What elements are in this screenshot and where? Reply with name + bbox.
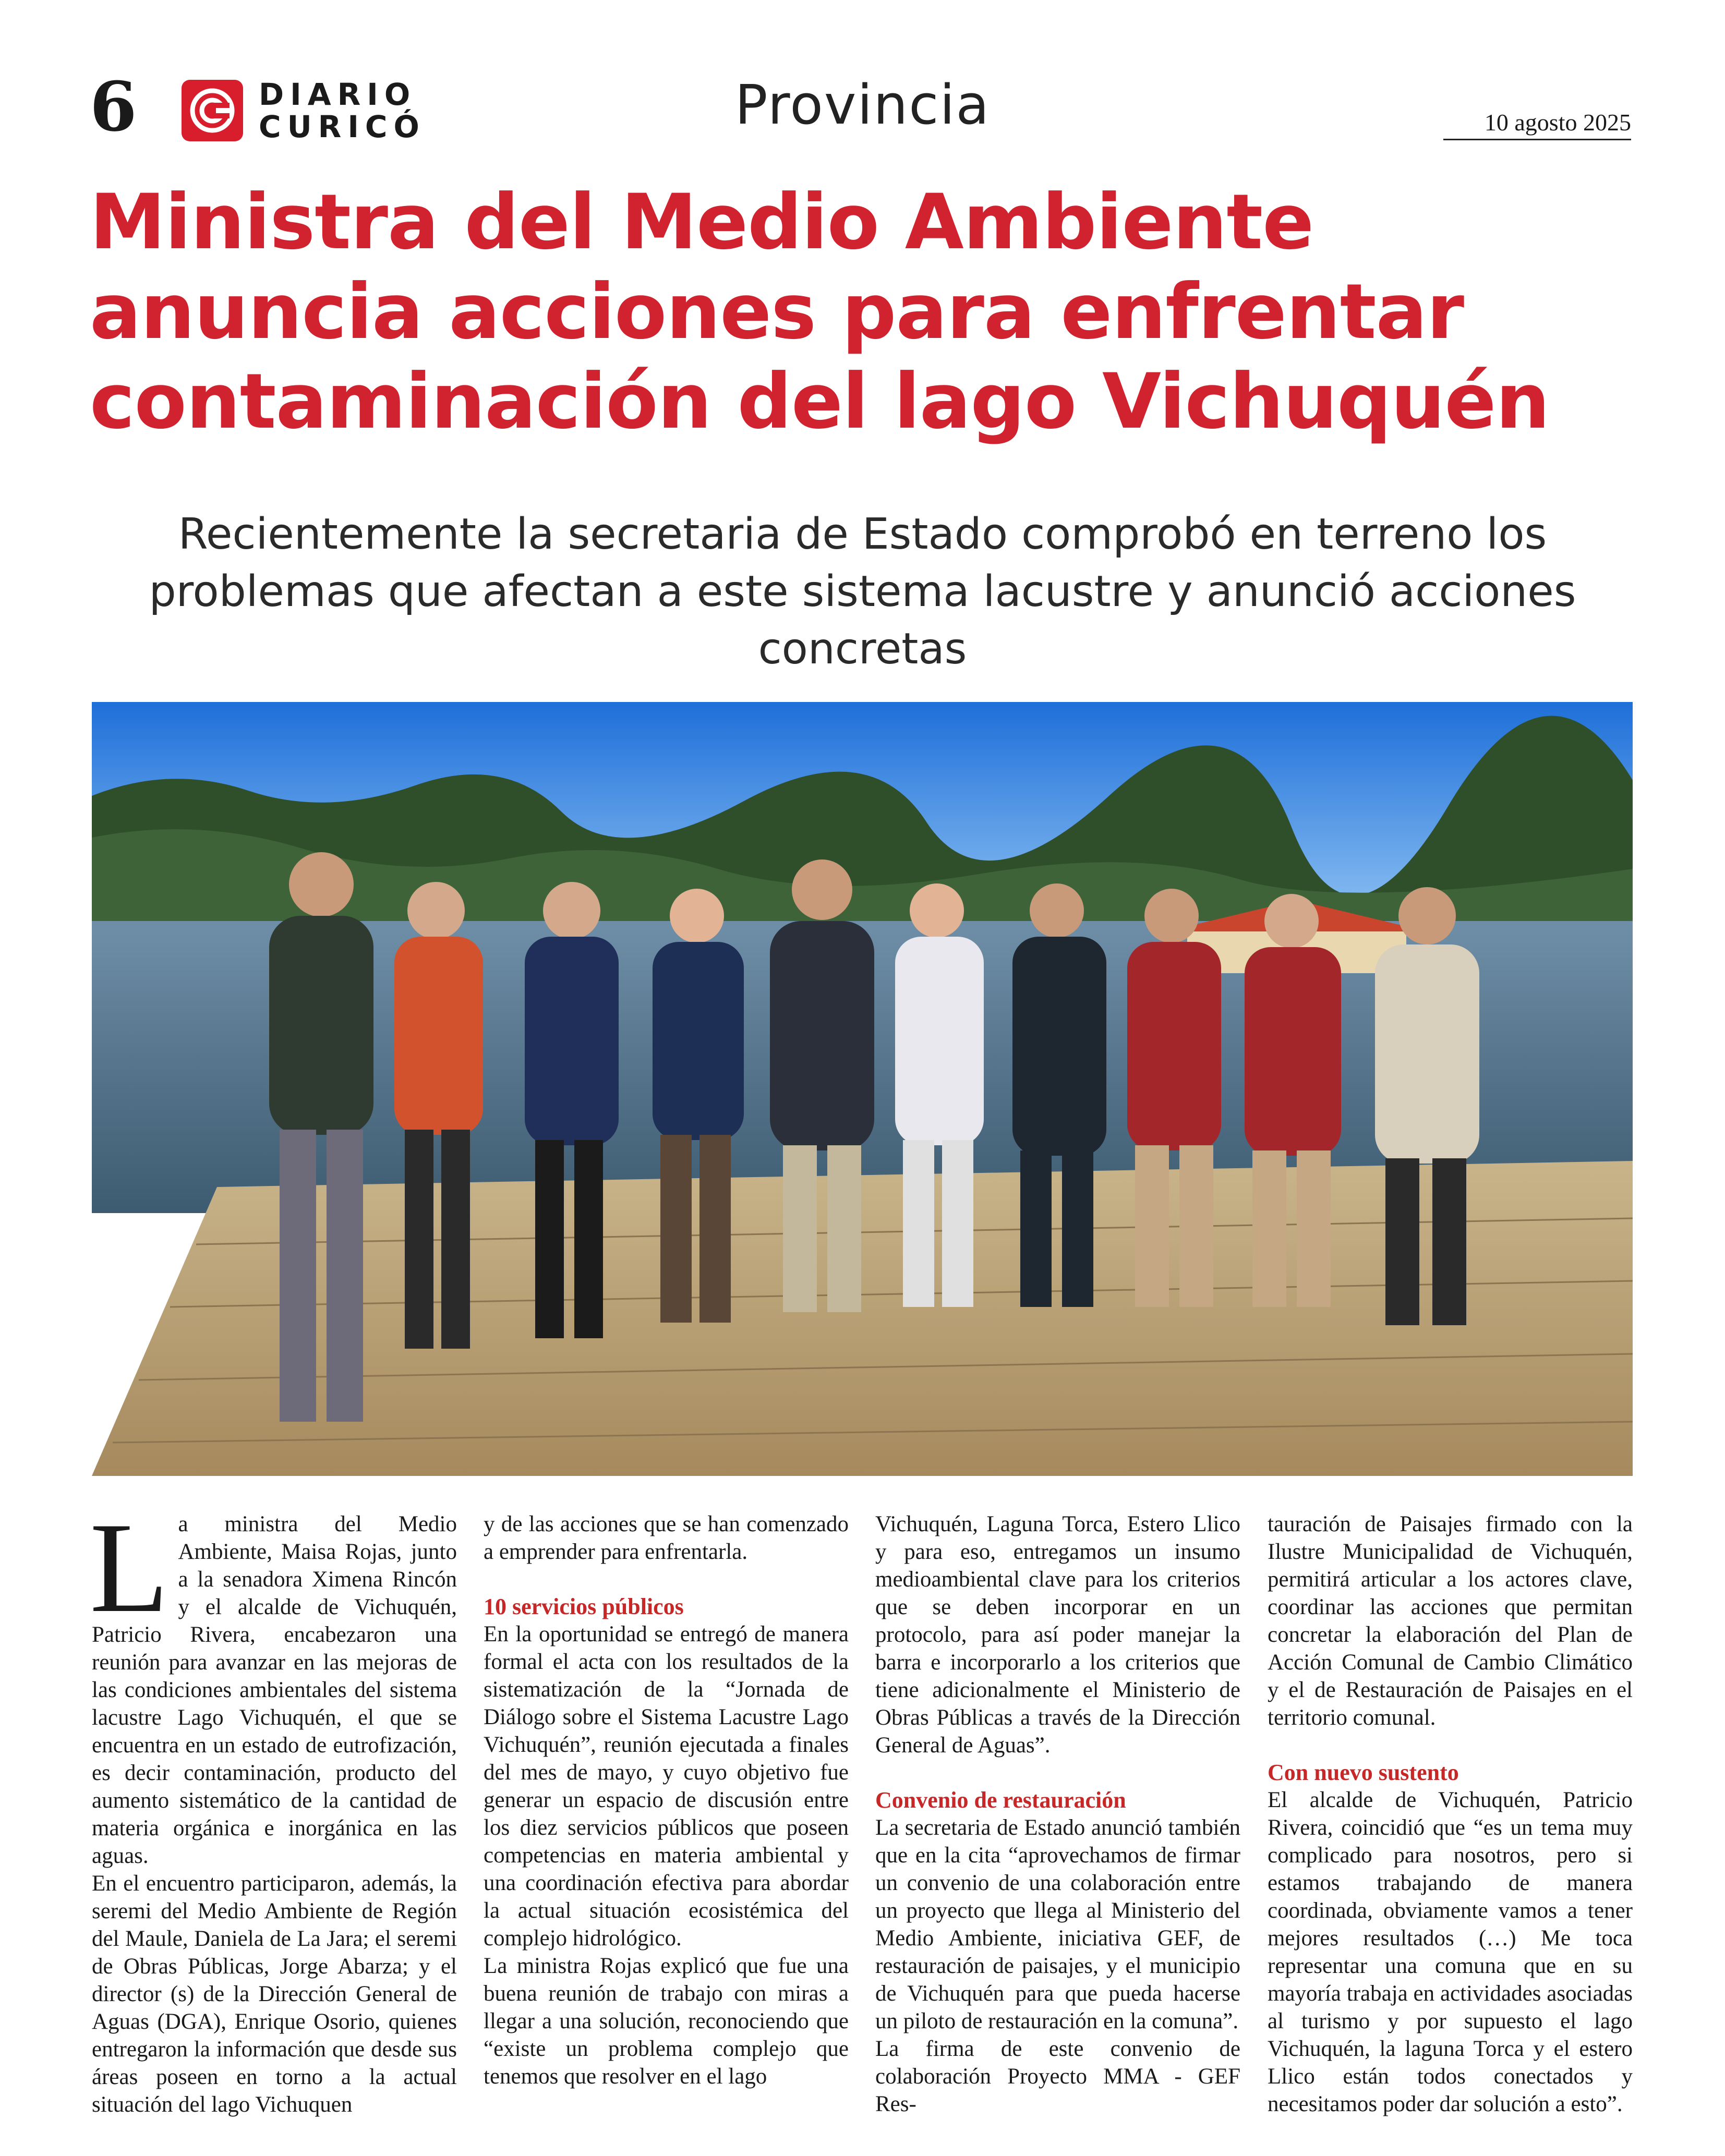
spacer [484,1566,849,1593]
paragraph: y de las acciones que se han comenzado a emprender para enfrentarla. [484,1512,849,1564]
logo-line-1: DIARIO [259,77,417,112]
group-photo [92,702,1633,1476]
paragraph: La firma de este convenio de colaboración Proyecto MMA - GEF Res- [875,2037,1240,2116]
issue-date: 10 agosto 2025 [1484,109,1631,136]
section-title: Provincia [734,73,991,137]
subheading: 10 servicios públicos [484,1594,684,1619]
column-4 [1268,1510,1633,2118]
column-1 [90,1496,457,2118]
headline-line-1: Ministra del Medio Ambiente [90,178,1314,267]
paragraph: a ministra del Medio Ambiente, Maisa Rojas, junto a la senadora Ximena Rincón y el alcalde de Vichuquén, Patricio Rivera, encabezaron una reunión para avanzar en las mejoras de las condiciones ambientales del sistema lacustre Lago Vichuquén, el que se encuentra en un estado de eutrofización, es decir contaminación, producto del aumento sistemático de la cantidad de materia orgánica e inorgánica en las aguas. [92,1512,457,1868]
spacer [1268,1731,1633,1759]
paragraph: tauración de Paisajes firmado con la Ilustre Municipalidad de Vichuquén, permitirá articular a los actores clave, coordinar las acciones que permitan concretar la elaboración del Plan de Acción Comunal de Cambio Climático y el de Restauración de Paisajes en el territorio comunal. [1268,1512,1633,1730]
dropcap: L [90,1496,169,1639]
spacer [875,1759,1240,1786]
logo-line-2: CURICÓ [259,109,426,144]
subheading: Con nuevo sustento [1268,1760,1459,1785]
paragraph: El alcalde de Vichuquén, Patricio Rivera, coincidió que “es un tema muy complicado para nosotros, pero si estamos trabajando de manera coordinada, obviamente vamos a tener mejores resultados (…) Me toca representar una comuna que en su mayoría trabaja en actividades asociadas al turismo y por supuesto el lago Vichuquén, la laguna Torca y el estero Llico están todos conectados y necesitamos poder dar solución a esto”. [1268,1788,1633,2116]
headline [90,177,1655,446]
article-body [90,1496,1633,2136]
page-number: 6 [90,67,137,147]
subtitle: Recientemente la secretaria de Estado comprobó en terreno los problemas que afectan a este sistema lacustre y anunció acciones concretas [149,510,1576,674]
paragraph: Vichuquén, Laguna Torca, Estero Llico y para eso, entregamos un insumo medioambiental clave para los criterios que se deben incorporar en un protocolo, para así poder manejar la barra e incorporarlo a los criterios que tiene adicionalmente el Ministerio de Obras Públicas a través de la Dirección General de Aguas”. [875,1512,1240,1758]
paragraph: La secretaria de Estado anunció también que en la cita “aprovechamos de firmar un convenio de una colaboración entre un proyecto que llega al Ministerio del Medio Ambiente, iniciativa GEF, de restauración de paisajes, y el municipio de Vichuquén para que pueda hacerse un piloto de restauración en la comuna”. [875,1815,1240,2033]
date-divider [1443,139,1631,140]
subheading: Convenio de restauración [875,1787,1126,1813]
paragraph: La ministra Rojas explicó que fue una buena reunión de trabajo con miras a llegar a una solución, reconociendo que “existe un problema complejo que tenemos que resolver en el lago [484,1954,849,2089]
headline-line-2: anuncia acciones para enfrentar [90,268,1464,356]
paragraph: En el encuentro participaron, además, la seremi del Medio Ambiente de Región del Maule, Daniela de La Jara; el seremi de Obras Públicas, Jorge Abarza; y el director (s) de la Dirección General de Aguas (DGA), Enrique Osorio, quienes entregaron la información que desde sus áreas poseen en torno a la actual situación del lago Vichuquen [92,1871,457,2117]
column-3 [875,1510,1240,2118]
headline-line-3: contaminación del lago Vichuquén [90,357,1550,446]
paragraph: En la oportunidad se entregó de manera formal el acta con los resultados de la sistematización de la “Jornada de Diálogo sobre el Sistema Lacustre Lago Vichuquén”, reunión ejecutada a finales del mes de mayo, y cuyo objetivo fue generar un espacio de discusión entre los diez servicios públicos que poseen competencias en materia ambiental y una coordinación efectiva para abordar la actual situación ecosistémica del complejo hidrológico. [484,1622,849,1951]
column-2 [484,1510,849,2090]
